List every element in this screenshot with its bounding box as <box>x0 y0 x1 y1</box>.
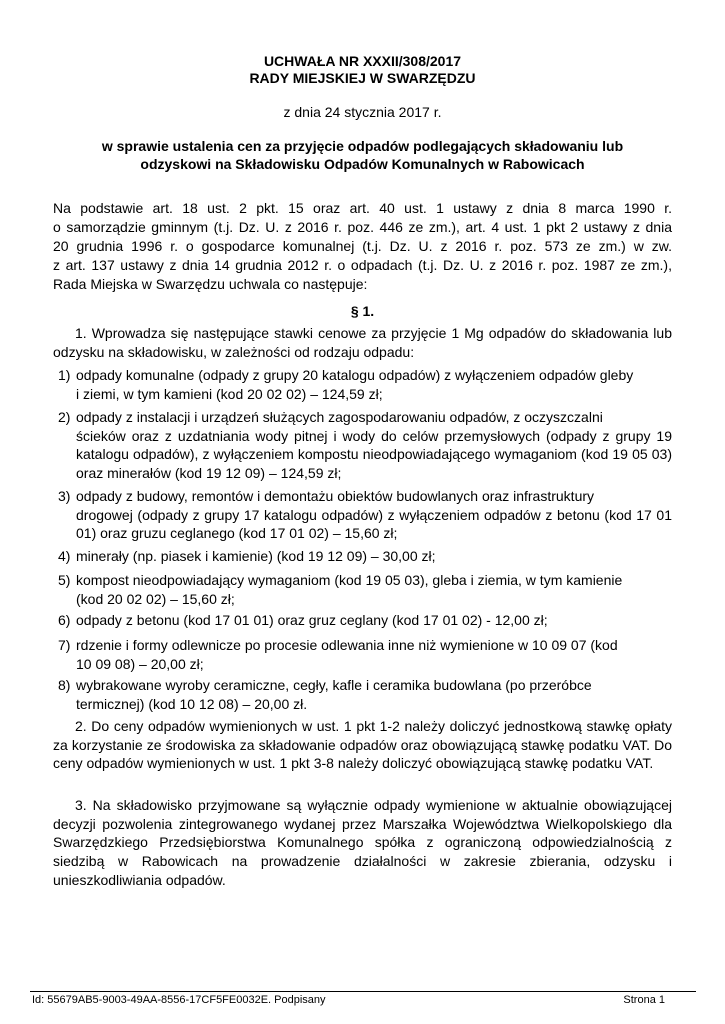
preamble-line-1: Na podstawie art. 18 ust. 2 pkt. 15 oraz art. 40 ust. 1 ustawy z dnia 8 marca 1990 r. <box>53 200 672 216</box>
preamble-line-5: Rada Miejska w Swarzędzu uchwala co następuje: <box>53 276 368 292</box>
list-item: 5) kompost nieodpowiadający wymaganiom (kod 19 05 03), gleba i ziemia, w tym kamienie (kod 20 02 02) – 15,60 zł; <box>58 572 623 607</box>
section-heading: § 1. <box>350 303 375 319</box>
council-name: RADY MIEJSKIEJ W SWARZĘDZU <box>249 70 476 86</box>
list-item: 6) odpady z betonu (kod 17 01 01) oraz gruz ceglany (kod 17 01 02) - 12,00 zł; <box>58 612 548 628</box>
preamble-line-3: 20 grudnia 1996 r. o gospodarce komunalnej (t.j. Dz. U. z 2016 r. poz. 573 ze zm.) w zw. <box>53 238 672 254</box>
ust3-paragraph: 3. Na składowisko przyjmowane są wyłącznie odpady wymienione w aktualnie obowiązującej decyzji pozwolenia zintegrowanego wydanej przez Marszałka Województwa Wielkopolskiego dla Swarzędzkiego Przedsiębiorstwa Komunalnego spółka z ograniczoną odpowiedzialnością z siedzibą w Rabowicach na prowadzenie działalności w zakresie zbierania, odzysku i unieszkodliwiania odpadów. <box>53 797 672 888</box>
subject-line-1: w sprawie ustalenia cen za przyjęcie odpadów podlegających składowaniu lub <box>101 138 624 154</box>
resolution-date: z dnia 24 stycznia 2017 r. <box>283 104 442 120</box>
list-item: 1) odpady komunalne (odpady z grupy 20 katalogu odpadów) z wyłączeniem odpadów gleby i ziemi, w tym kamieni (kod 20 02 02) – 124,59 zł; <box>58 367 634 402</box>
list-item: 2) odpady z instalacji i urządzeń służących zagospodarowaniu odpadów, z oczyszczalni ścieków oraz z uzdatniania wody pitnej i wody do celów przemysłowych (odpady z grupy 19 katalogu odpadów), z wyłączeniem kompostu nieodpowiadającego wymaganiom (kod 19 05 03) oraz minerałów (kod 19 12 09) – 124,59 zł; <box>58 409 672 482</box>
footer-divider <box>30 991 696 992</box>
list-item: 4) minerały (np. piasek i kamienie) (kod 19 12 09) – 30,00 zł; <box>58 548 436 564</box>
ust2-paragraph: 2. Do ceny odpadów wymienionych w ust. 1 pkt 1-2 należy doliczyć jednostkową stawkę opłaty za korzystanie ze środowiska za składowanie odpadów oraz obowiązującą stawkę podatku VAT. Do ceny odpadów wymienionych w ust. 1 pkt 3-8 należy doliczyć obowiązującą stawkę podatku VAT. <box>53 718 672 772</box>
resolution-number: UCHWAŁA NR XXXII/308/2017 <box>263 53 462 69</box>
subject-line-2: odzyskowi na Składowisku Odpadów Komunalnych w Rabowicach <box>140 156 585 172</box>
ust1-intro: 1. Wprowadza się następujące stawki cenowe za przyjęcie 1 Mg odpadów do składowania lub odzysku na składowisku, w zależności od rodzaju odpadu: <box>53 325 672 360</box>
list-item: 3) odpady z budowy, remontów i demontażu obiektów budowlanych oraz infrastruktury drogowej (odpady z grupy 17 katalogu odpadów) z wyłączeniem odpadów z betonu (kod 17 01 01) oraz gruzu ceglanego (kod 17 01 02) – 15,60 zł; <box>58 488 672 542</box>
page-number: Strona 1 <box>623 994 665 1006</box>
document-id: Id: 55679AB5-9003-49AA-8556-17CF5FE0032E. Podpisany <box>32 994 326 1006</box>
preamble-line-2: o samorządzie gminnym (t.j. Dz. U. z 2016 r. poz. 446 ze zm.), art. 4 ust. 1 pkt 2 ustawy z dnia <box>53 219 672 235</box>
list-item: 8) wybrakowane wyroby ceramiczne, cegły, kafle i ceramika budowlana (po przeróbce termicznej) (kod 10 12 08) – 20,00 zł. <box>58 677 592 712</box>
preamble-line-4: z art. 137 ustawy z dnia 14 grudnia 2012 r. o odpadach (t.j. Dz. U. z 2016 r. poz. 1987 ze zm.), <box>53 257 672 273</box>
list-item: 7) rdzenie i formy odlewnicze po procesie odlewania inne niż wymienione w 10 09 07 (kod 10 09 08) – 20,00 zł; <box>58 637 618 672</box>
